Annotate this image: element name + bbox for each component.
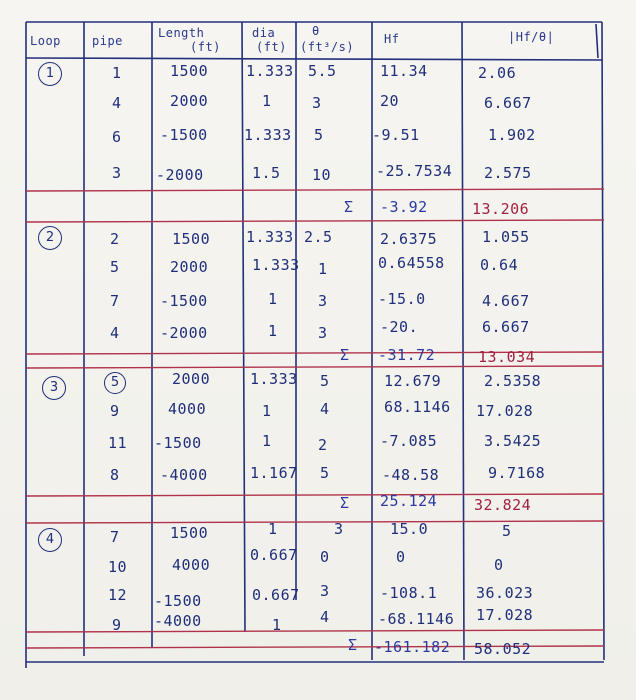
loop-label: 3 [42,376,66,400]
table-cell-dia: 1 [262,402,272,420]
table-cell-theta: 4 [320,608,330,626]
table-cell-ratio: 1.055 [482,228,530,246]
sum-ratio: 32.824 [474,496,532,514]
header-dia: dia [252,26,276,40]
header-length: Length [158,26,205,40]
table-cell-hf: 15.0 [390,520,429,538]
header-theta-unit: (ft³/s) [300,40,355,54]
table-cell-pipe: 7 [110,528,120,546]
table-cell-theta: 1 [318,260,328,278]
table-cell-theta: 2 [318,436,328,454]
table-cell-hf: 11.34 [380,62,428,80]
table-cell-hf: -68.1146 [378,610,455,628]
table-cell-length: -2000 [156,166,204,184]
table-cell-theta: 3 [334,520,344,538]
sum-hf: -161.182 [374,638,451,656]
table-cell-ratio: 0 [494,556,504,574]
table-cell-pipe: 9 [112,616,122,634]
table-cell-dia: 1 [268,290,278,308]
table-cell-pipe: 12 [108,586,128,604]
table-cell-pipe: 1 [112,64,122,82]
table-cell-ratio: 17.028 [476,606,534,624]
table-cell-pipe: 7 [110,292,120,310]
table-cell-ratio: 2.575 [484,164,532,182]
table-cell-theta: 3 [318,324,328,342]
table-cell-length: 4000 [172,556,211,574]
table-cell-hf: -9.51 [372,126,420,144]
sum-ratio: 58.052 [474,640,532,658]
sum-hf: 25.124 [380,492,438,510]
table-cell-length: 2000 [170,258,209,276]
table-cell-pipe: 9 [110,402,120,420]
sum-hf: -3.92 [380,198,428,216]
table-cell-pipe: 8 [110,466,120,484]
header-hf-over-theta: |Hf/θ| [508,30,555,44]
sum-symbol: Σ [348,636,358,654]
header-dia-unit: (ft) [256,40,287,54]
table-cell-length: -1500 [160,292,208,310]
table-cell-pipe: 4 [112,94,122,112]
table-cell-ratio: 9.7168 [488,464,546,482]
table-cell-ratio: 36.023 [476,584,534,602]
loop-label: 1 [38,62,62,86]
table-cell-ratio: 1.902 [488,126,536,144]
table-cell-hf: -48.58 [382,466,440,484]
table-cell-dia: 1 [268,520,278,538]
table-cell-hf: 68.1146 [384,398,451,416]
table-cell-dia: 0.667 [252,586,300,604]
table-cell-theta: 5 [320,372,330,390]
table-cell-length: -4000 [154,612,202,630]
table-cell-dia: 1.333 [246,228,294,246]
table-cell-hf: 2.6375 [380,230,438,248]
table-cell-length: -1500 [154,592,202,610]
header-length-unit: (ft) [190,40,221,54]
header-loop: Loop [30,34,61,48]
table-cell-pipe: 11 [108,434,128,452]
table-cell-hf: 12.679 [384,372,442,390]
table-cell-theta: 3 [318,292,328,310]
header-pipe: pipe [92,34,123,48]
sum-ratio: 13.034 [478,348,536,366]
table-cell-dia: 1.5 [252,164,281,182]
table-cell-ratio: 0.64 [480,256,519,274]
sum-symbol: Σ [344,198,354,216]
table-cell-hf: -15.0 [378,290,426,308]
table-cell-theta: 2.5 [304,228,333,246]
table-cell-dia: 1.333 [246,62,294,80]
table-cell-ratio: 3.5425 [484,432,542,450]
table-cell-theta: 5.5 [308,62,337,80]
table-cell-dia: 1 [268,322,278,340]
table-cell-ratio: 5 [502,522,512,540]
table-cell-pipe: 10 [108,558,128,576]
table-cell-hf: -7.085 [380,432,438,450]
loop-label: 4 [38,528,62,552]
table-cell-length: -1500 [160,126,208,144]
table-cell-length: -1500 [154,434,202,452]
table-cell-hf: -108.1 [380,584,438,602]
table-cell-theta: 4 [320,400,330,418]
table-cell-ratio: 6.667 [482,318,530,336]
table-cell-pipe: 3 [112,164,122,182]
sum-symbol: Σ [340,494,350,512]
table-cell-theta: 5 [320,464,330,482]
table-cell-dia: 1 [262,92,272,110]
table-cell-length: 1500 [170,62,209,80]
table-cell-dia: 1.333 [250,370,298,388]
table-cell-length: 1500 [172,230,211,248]
table-cell-length: 2000 [172,370,211,388]
table-cell-theta: 0 [320,548,330,566]
table-cell-length: -2000 [160,324,208,342]
table-cell-theta: 10 [312,166,332,184]
table-cell-dia: 1 [262,432,272,450]
table-cell-length: 4000 [168,400,207,418]
table-cell-hf: 0.64558 [378,254,445,272]
table-cell-ratio: 17.028 [476,402,534,420]
table-cell-hf: -20. [380,318,419,336]
sum-ratio: 13.206 [472,200,530,218]
table-cell-length: 2000 [170,92,209,110]
table-cell-pipe: 5 [104,372,126,394]
table-cell-pipe: 2 [110,230,120,248]
header-hf: Hf [384,32,400,46]
table-cell-hf: 0 [396,548,406,566]
table-cell-dia: 1.167 [250,464,298,482]
table-cell-hf: 20 [380,92,400,110]
table-cell-dia: 1 [272,616,282,634]
table-cell-ratio: 4.667 [482,292,530,310]
table-cell-dia: 0.667 [250,546,298,564]
table-cell-length: -4000 [160,466,208,484]
table-cell-dia: 1.333 [252,256,300,274]
table-cell-ratio: 2.5358 [484,372,542,390]
loop-label: 2 [38,226,62,250]
table-cell-dia: 1.333 [244,126,292,144]
table-cell-pipe: 4 [110,324,120,342]
table-cell-theta: 3 [320,582,330,600]
table-cell-length: 1500 [170,524,209,542]
table-cell-ratio: 6.667 [484,94,532,112]
sum-hf: -31.72 [378,346,436,364]
header-theta: θ [312,24,320,38]
table-cell-pipe: 5 [110,258,120,276]
table-cell-theta: 5 [314,126,324,144]
table-cell-pipe: 6 [112,128,122,146]
table-cell-theta: 3 [312,94,322,112]
table-cell-ratio: 2.06 [478,64,517,82]
table-cell-hf: -25.7534 [376,162,453,180]
sum-symbol: Σ [340,346,350,364]
